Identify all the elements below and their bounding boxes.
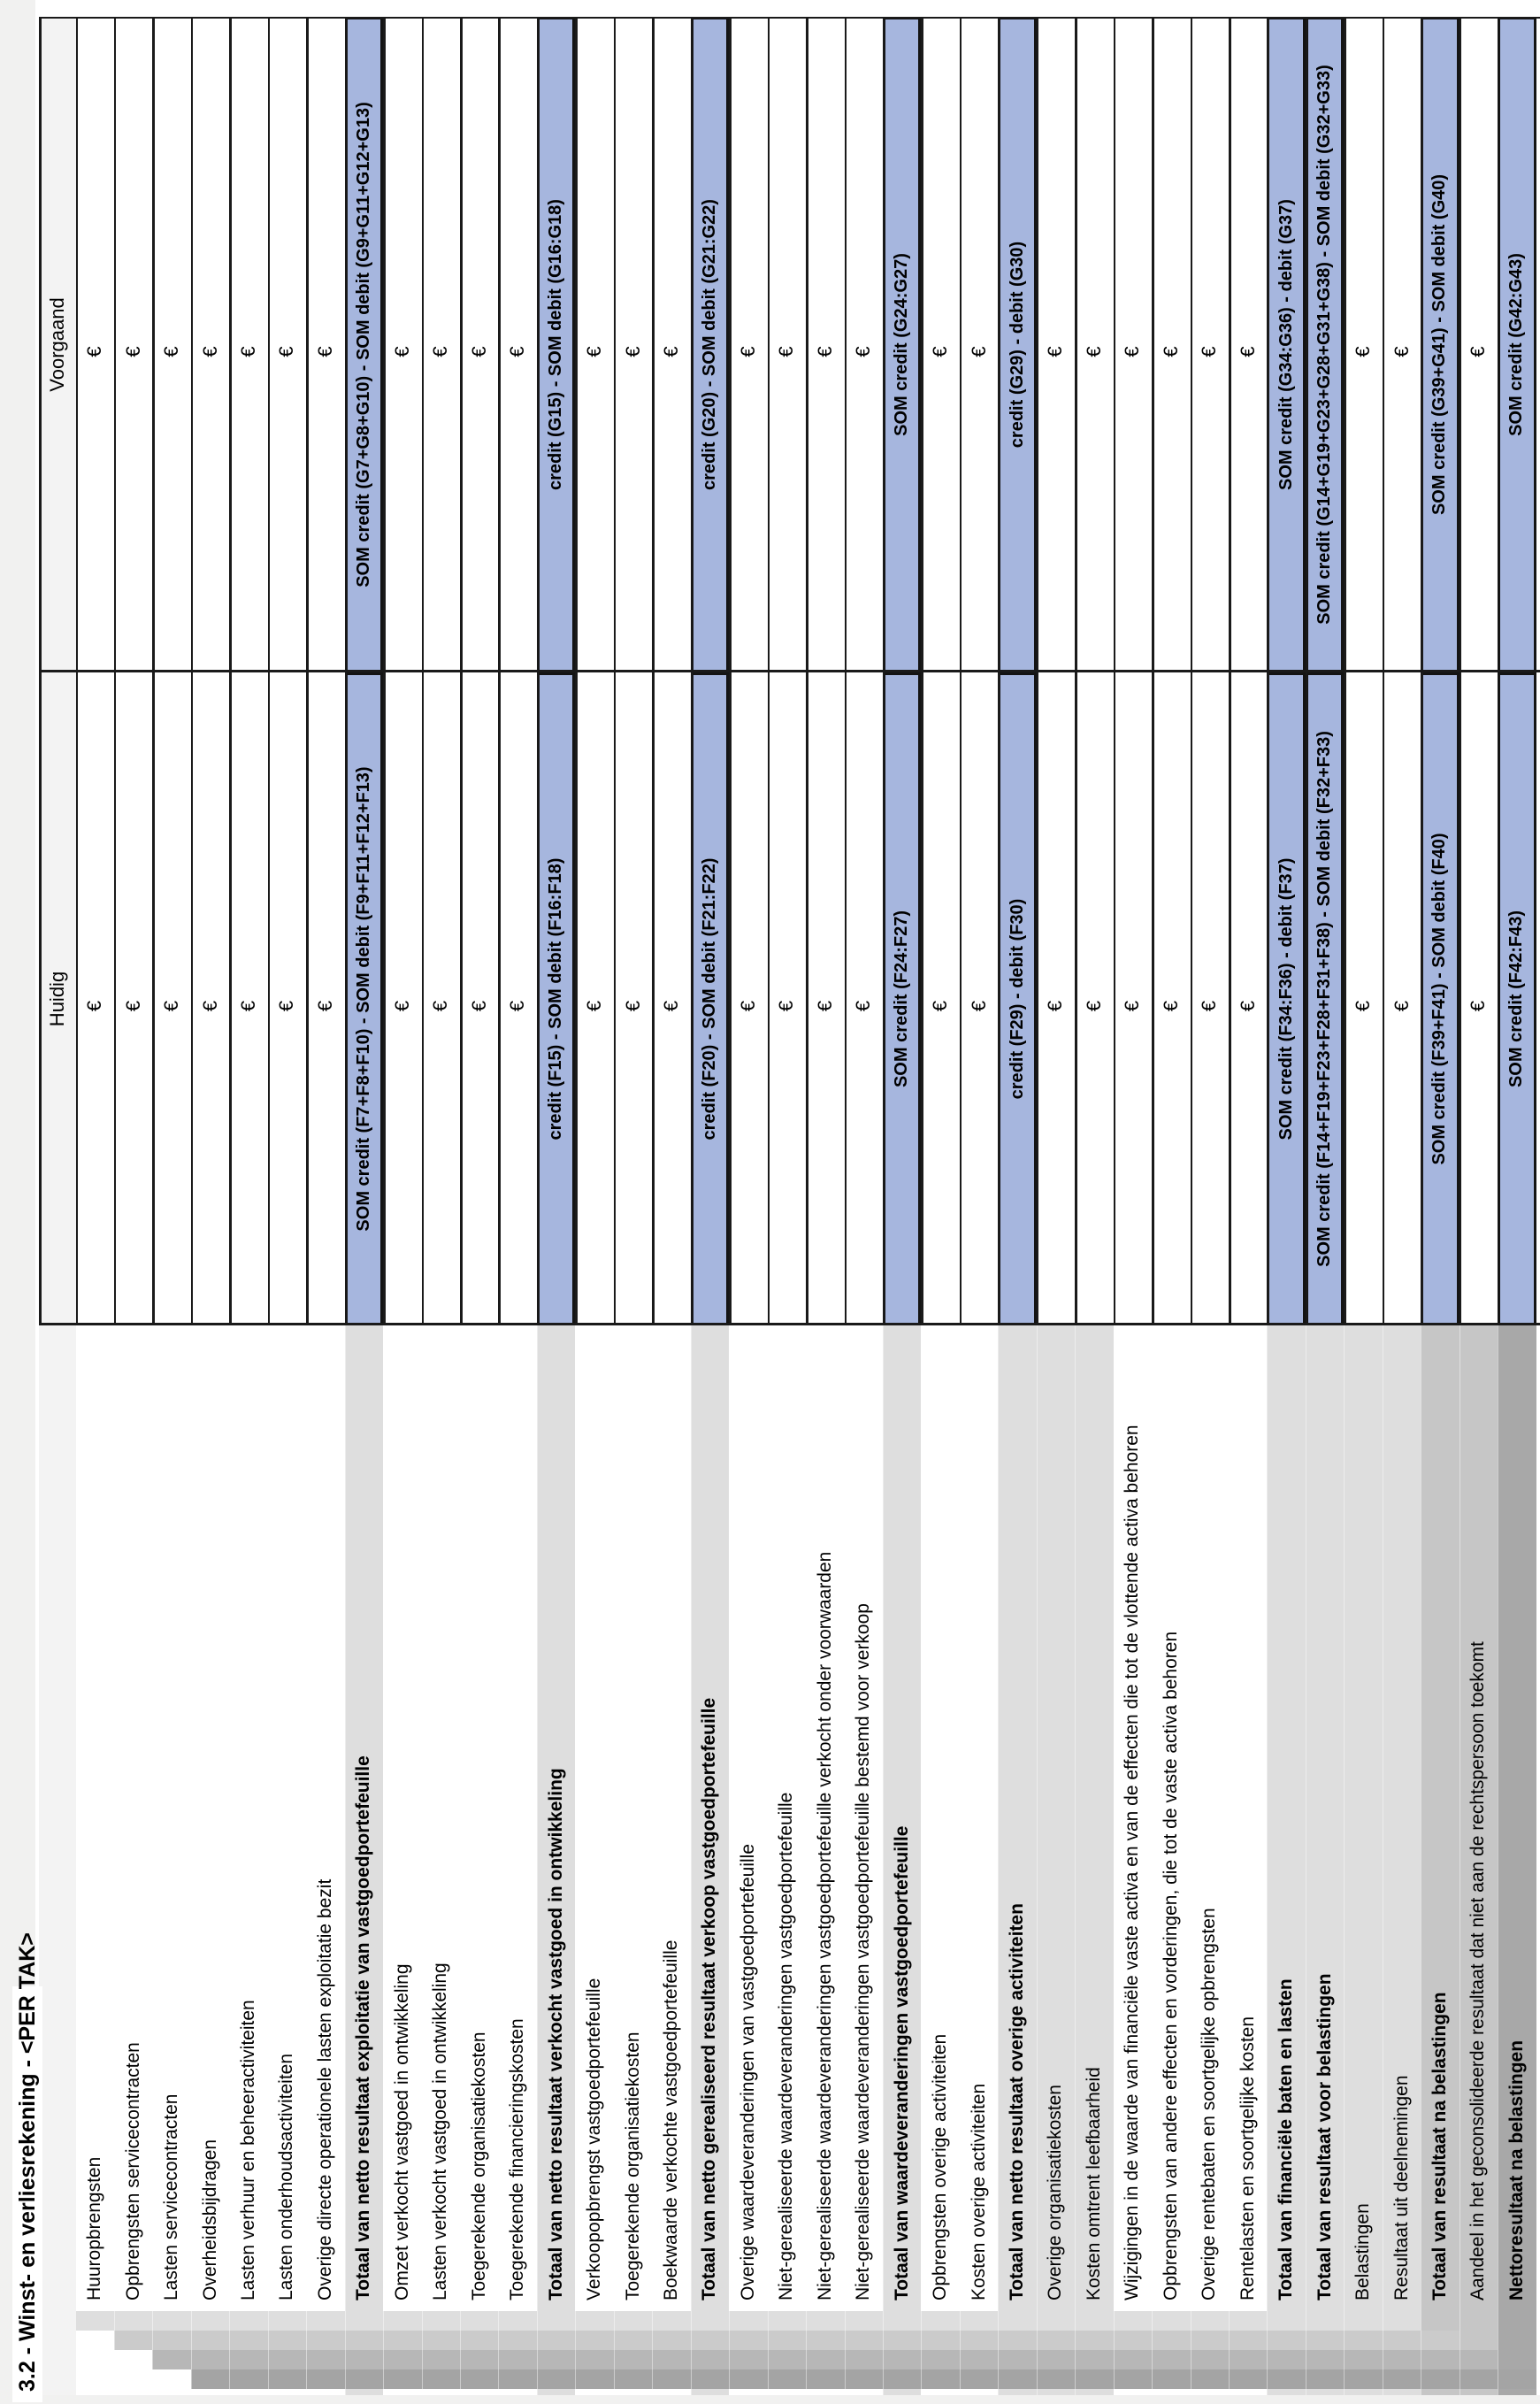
row-boundary-line bbox=[1460, 17, 1462, 1325]
row-boundary-line bbox=[114, 17, 117, 1325]
value-cell-huidig bbox=[1075, 672, 1113, 1325]
row-boundary-line bbox=[1229, 17, 1231, 1325]
row-label: Overige waardeveranderingen van vastgoedportefeuille bbox=[737, 1844, 758, 2300]
currency-symbol: € bbox=[813, 1000, 836, 1012]
row-label: Opbrengsten van andere effecten en vorderingen, die tot de vaste activa behoren bbox=[1160, 1631, 1181, 2300]
value-cell-huidig bbox=[729, 672, 767, 1325]
formula-text: SOM credit (G14+G19+G23+G28+G31+G38) - SOM debit (G32+G33) bbox=[1314, 65, 1335, 625]
currency-symbol: € bbox=[1467, 1000, 1490, 1012]
formula-cell-voorgaand bbox=[345, 17, 383, 672]
value-cell-voorgaand bbox=[306, 17, 344, 672]
currency-symbol: € bbox=[429, 1000, 452, 1012]
currency-symbol: € bbox=[1198, 1000, 1221, 1012]
currency-symbol: € bbox=[1044, 346, 1067, 357]
currency-symbol: € bbox=[390, 1000, 413, 1012]
row-label-cell bbox=[460, 1325, 498, 2311]
row-label: Resultaat uit deelnemingen bbox=[1391, 2075, 1412, 2300]
formula-cell-huidig bbox=[537, 672, 575, 1325]
currency-symbol: € bbox=[1121, 1000, 1144, 1012]
value-cell-huidig bbox=[614, 672, 652, 1325]
row-label-cell bbox=[383, 1325, 421, 2311]
group-gutter-stripe-3 bbox=[152, 2350, 1498, 2369]
border-table-top bbox=[39, 17, 42, 1325]
value-cell-huidig bbox=[1498, 672, 1536, 1325]
row-boundary-line bbox=[1421, 17, 1423, 1325]
currency-symbol: € bbox=[621, 1000, 644, 1012]
currency-symbol: € bbox=[83, 1000, 106, 1012]
formula-cell-huidig bbox=[1306, 672, 1344, 1325]
row-label: Kosten overige activiteiten bbox=[968, 2083, 989, 2300]
value-cell-huidig bbox=[691, 672, 729, 1325]
formula-text: SOM credit (F39+F41) - SOM debit (F40) bbox=[1429, 833, 1450, 1165]
row-label: Huuropbrengsten bbox=[84, 2156, 105, 2300]
row-boundary-line bbox=[460, 17, 463, 1325]
currency-symbol: € bbox=[1236, 346, 1259, 357]
formula-cell-voorgaand bbox=[1498, 17, 1536, 672]
currency-symbol: € bbox=[121, 346, 144, 357]
row-label: Verkoopopbrengst vastgoedportefeuille bbox=[584, 1978, 605, 2300]
currency-symbol: € bbox=[1467, 346, 1490, 357]
row-boundary-line bbox=[845, 17, 847, 1325]
currency-symbol: € bbox=[1082, 1000, 1105, 1012]
formula-text: credit (G20) - SOM debit (G21:G22) bbox=[699, 199, 719, 490]
value-cell-voorgaand bbox=[614, 17, 652, 672]
formula-cell-huidig bbox=[1498, 672, 1536, 1325]
row-label-cell bbox=[422, 1325, 460, 2311]
row-label: Lasten onderhoudsactiviteiten bbox=[276, 2053, 297, 2300]
value-cell-voorgaand bbox=[1267, 17, 1305, 672]
value-cell-huidig bbox=[422, 672, 460, 1325]
formula-cell-huidig bbox=[345, 672, 383, 1325]
row-label-cell bbox=[498, 1325, 536, 2311]
value-cell-huidig bbox=[498, 672, 536, 1325]
row-boundary-line bbox=[614, 17, 617, 1325]
row-label-cell bbox=[575, 1325, 613, 2311]
row-boundary-line bbox=[306, 17, 309, 1325]
formula-text: credit (F29) - debit (F30) bbox=[1007, 898, 1027, 1100]
formula-cell-huidig bbox=[691, 672, 729, 1325]
currency-symbol: € bbox=[1236, 1000, 1259, 1012]
currency-symbol: € bbox=[237, 1000, 260, 1012]
formula-text: credit (G15) - SOM debit (G16:G18) bbox=[546, 199, 566, 490]
formula-cell-voorgaand bbox=[691, 17, 729, 672]
currency-symbol: € bbox=[1352, 1000, 1375, 1012]
value-cell-voorgaand bbox=[1114, 17, 1152, 672]
row-boundary-line bbox=[1075, 17, 1077, 1325]
row-label-cell bbox=[76, 1325, 114, 2311]
formula-cell-voorgaand bbox=[1421, 17, 1459, 672]
row-boundary-line bbox=[1344, 17, 1346, 1325]
value-cell-voorgaand bbox=[1037, 17, 1075, 672]
currency-symbol: € bbox=[1352, 346, 1375, 357]
total-row-label: Totaal van waardeveranderingen vastgoedportefeuille bbox=[891, 1825, 912, 2300]
row-label: Niet-gerealiseerde waardeveranderingen vastgoedportefeuille bbox=[776, 1792, 797, 2300]
value-cell-huidig bbox=[345, 672, 383, 1325]
row-label: Wijzigingen in de waarde van financiële vaste activa en van de effecten die tot de vlottende activa behoren bbox=[1122, 1425, 1143, 2300]
formula-text: SOM credit (G34:G36) - debit (G37) bbox=[1276, 199, 1296, 490]
currency-symbol: € bbox=[313, 1000, 336, 1012]
row-label-cell bbox=[268, 1325, 306, 2311]
currency-symbol: € bbox=[929, 1000, 952, 1012]
currency-symbol: € bbox=[275, 346, 298, 357]
currency-symbol: € bbox=[659, 346, 682, 357]
value-cell-voorgaand bbox=[1460, 17, 1498, 672]
document-title-box bbox=[12, 1932, 42, 2402]
row-boundary-line bbox=[498, 17, 501, 1325]
document-title: 3.2 - Winst- en verliesrekening - <PER TAK> bbox=[14, 1932, 40, 2392]
value-cell-huidig bbox=[768, 672, 806, 1325]
row-boundary-line bbox=[1114, 17, 1116, 1325]
row-label-cell bbox=[845, 1325, 883, 2311]
row-label-cell bbox=[1344, 1325, 1382, 2311]
row-label-cell bbox=[652, 1325, 690, 2311]
group-gutter-stripe-4 bbox=[191, 2369, 1536, 2389]
row-label-cell bbox=[537, 1325, 575, 2311]
currency-symbol: € bbox=[390, 346, 413, 357]
formula-text: SOM credit (G42:G43) bbox=[1506, 253, 1527, 436]
currency-symbol: € bbox=[929, 346, 952, 357]
currency-symbol: € bbox=[1198, 346, 1221, 357]
row-label-cell bbox=[691, 1325, 729, 2311]
value-cell-voorgaand bbox=[883, 17, 921, 672]
formula-text: SOM credit (F34:F36) - debit (F37) bbox=[1276, 857, 1296, 1141]
value-cell-voorgaand bbox=[345, 17, 383, 672]
row-boundary-line bbox=[575, 17, 578, 1325]
value-cell-huidig bbox=[306, 672, 344, 1325]
group-gutter-stripe-2 bbox=[114, 2331, 1460, 2350]
row-label: Overheidsbijdragen bbox=[199, 2139, 220, 2300]
value-cell-huidig bbox=[537, 672, 575, 1325]
row-label-cell bbox=[1421, 1325, 1459, 2311]
row-boundary-line bbox=[883, 17, 885, 1325]
total-row-label: Nettoresultaat na belastingen bbox=[1506, 2039, 1527, 2300]
formula-cell-huidig bbox=[998, 672, 1036, 1325]
value-cell-huidig bbox=[1460, 672, 1498, 1325]
row-boundary-line bbox=[652, 17, 655, 1325]
row-label: Boekwaarde verkochte vastgoedportefeuille bbox=[660, 1939, 681, 2300]
row-label-cell bbox=[1037, 1325, 1075, 2311]
total-row-label: Totaal van resultaat na belastingen bbox=[1429, 1992, 1450, 2300]
value-cell-huidig bbox=[1344, 672, 1382, 1325]
value-cell-huidig bbox=[1152, 672, 1190, 1325]
row-label-cell bbox=[1306, 1325, 1344, 2311]
currency-symbol: € bbox=[1390, 1000, 1413, 1012]
value-cell-voorgaand bbox=[1191, 17, 1229, 672]
row-boundary-line bbox=[691, 17, 693, 1325]
header-bottom-line bbox=[76, 17, 79, 1325]
value-cell-huidig bbox=[575, 672, 613, 1325]
value-cell-voorgaand bbox=[845, 17, 883, 672]
row-boundary-line bbox=[1306, 17, 1308, 1325]
row-boundary-line bbox=[345, 17, 348, 1325]
value-cell-huidig bbox=[152, 672, 190, 1325]
row-label: Niet-gerealiseerde waardeveranderingen vastgoedportefeuille bestemd voor verkoop bbox=[853, 1603, 874, 2300]
currency-symbol: € bbox=[659, 1000, 682, 1012]
row-label: Toegerekende organisatiekosten bbox=[468, 2031, 489, 2300]
row-label-cell bbox=[114, 1325, 152, 2311]
currency-symbol: € bbox=[121, 1000, 144, 1012]
row-label: Belastingen bbox=[1352, 2203, 1374, 2300]
row-label-cell bbox=[998, 1325, 1036, 2311]
value-cell-voorgaand bbox=[383, 17, 421, 672]
value-cell-huidig bbox=[883, 672, 921, 1325]
formula-cell-voorgaand bbox=[1306, 17, 1344, 672]
currency-symbol: € bbox=[775, 1000, 798, 1012]
value-cell-huidig bbox=[845, 672, 883, 1325]
value-cell-huidig bbox=[1037, 672, 1075, 1325]
currency-symbol: € bbox=[467, 346, 490, 357]
value-cell-voorgaand bbox=[460, 17, 498, 672]
formula-text: SOM credit (G7+G8+G10) - SOM debit (G9+G11+G12+G13) bbox=[353, 102, 373, 588]
currency-symbol: € bbox=[1390, 346, 1413, 357]
value-cell-voorgaand bbox=[960, 17, 998, 672]
currency-symbol: € bbox=[160, 346, 183, 357]
currency-symbol: € bbox=[583, 1000, 606, 1012]
formula-text: SOM credit (F42:F43) bbox=[1506, 910, 1527, 1088]
currency-symbol: € bbox=[83, 346, 106, 357]
row-label: Toegerekende financieringskosten bbox=[507, 2018, 528, 2300]
currency-symbol: € bbox=[736, 346, 759, 357]
value-cell-voorgaand bbox=[1306, 17, 1344, 672]
row-label-cell bbox=[960, 1325, 998, 2311]
value-cell-voorgaand bbox=[691, 17, 729, 672]
row-label-cell bbox=[345, 1325, 383, 2311]
currency-symbol: € bbox=[621, 346, 644, 357]
value-cell-voorgaand bbox=[768, 17, 806, 672]
row-boundary-line bbox=[1383, 17, 1385, 1325]
row-boundary-line bbox=[806, 17, 808, 1325]
value-cell-voorgaand bbox=[152, 17, 190, 672]
formula-cell-voorgaand bbox=[998, 17, 1036, 672]
value-cell-voorgaand bbox=[76, 17, 114, 672]
value-cell-huidig bbox=[268, 672, 306, 1325]
row-label-cell bbox=[152, 1325, 190, 2311]
row-label: Omzet verkocht vastgoed in ontwikkeling bbox=[391, 1963, 412, 2300]
formula-cell-huidig bbox=[1267, 672, 1305, 1325]
formula-text: SOM credit (G24:G27) bbox=[892, 253, 912, 436]
value-cell-huidig bbox=[921, 672, 959, 1325]
row-boundary-line bbox=[229, 17, 232, 1325]
currency-symbol: € bbox=[506, 346, 529, 357]
total-row-label: Totaal van netto gerealiseerd resultaat verkoop vastgoedportefeuille bbox=[699, 1697, 720, 2300]
value-cell-voorgaand bbox=[806, 17, 844, 672]
row-label-cell bbox=[1114, 1325, 1152, 2311]
border-table-right bbox=[39, 17, 1540, 19]
value-cell-huidig bbox=[1267, 672, 1305, 1325]
value-cell-huidig bbox=[1306, 672, 1344, 1325]
formula-cell-voorgaand bbox=[537, 17, 575, 672]
value-cell-voorgaand bbox=[921, 17, 959, 672]
currency-symbol: € bbox=[1121, 346, 1144, 357]
currency-symbol: € bbox=[237, 346, 260, 357]
value-cell-voorgaand bbox=[1344, 17, 1382, 672]
row-label: Opbrengsten servicecontracten bbox=[122, 2042, 143, 2300]
formula-text: credit (F20) - SOM debit (F21:F22) bbox=[699, 857, 719, 1141]
total-row-label: Totaal van netto resultaat verkocht vastgoed in ontwikkeling bbox=[545, 1768, 566, 2300]
row-boundary-line bbox=[960, 17, 962, 1325]
row-label-cell bbox=[921, 1325, 959, 2311]
column-header-huidig: Huidig bbox=[45, 971, 68, 1027]
total-row-label: Totaal van resultaat voor belastingen bbox=[1314, 1973, 1335, 2300]
currency-symbol: € bbox=[852, 346, 875, 357]
row-label: Lasten verkocht vastgoed in ontwikkeling bbox=[430, 1962, 451, 2300]
row-label-cell bbox=[1267, 1325, 1305, 2311]
value-cell-voorgaand bbox=[1498, 17, 1536, 672]
row-label: Overige organisatiekosten bbox=[1045, 2085, 1066, 2300]
row-boundary-line bbox=[383, 17, 386, 1325]
formula-text: SOM credit (F14+F19+F23+F28+F31+F38) - SOM debit (F32+F33) bbox=[1314, 731, 1335, 1267]
row-label-cell bbox=[806, 1325, 844, 2311]
value-cell-huidig bbox=[1191, 672, 1229, 1325]
formula-cell-huidig bbox=[883, 672, 921, 1325]
currency-symbol: € bbox=[467, 1000, 490, 1012]
row-boundary-line bbox=[1152, 17, 1154, 1325]
currency-symbol: € bbox=[967, 346, 990, 357]
formula-text: SOM credit (F24:F27) bbox=[892, 910, 912, 1088]
border-huidig-voorgaand bbox=[39, 671, 1540, 673]
currency-symbol: € bbox=[313, 346, 336, 357]
value-cell-voorgaand bbox=[537, 17, 575, 672]
value-cell-huidig bbox=[1383, 672, 1421, 1325]
currency-symbol: € bbox=[1044, 1000, 1067, 1012]
currency-symbol: € bbox=[775, 346, 798, 357]
row-label: Overige rentebaten en soortgelijke opbrengsten bbox=[1199, 1908, 1220, 2300]
row-boundary-line bbox=[1191, 17, 1193, 1325]
row-label: Rentelasten en soortgelijke kosten bbox=[1237, 2016, 1258, 2300]
row-boundary-line bbox=[152, 17, 155, 1325]
row-label: Opbrengsten overige activiteiten bbox=[930, 2033, 951, 2300]
value-cell-voorgaand bbox=[191, 17, 229, 672]
row-boundary-line bbox=[1037, 17, 1039, 1325]
value-cell-voorgaand bbox=[498, 17, 536, 672]
formula-cell-voorgaand bbox=[883, 17, 921, 672]
currency-symbol: € bbox=[736, 1000, 759, 1012]
row-label-cell bbox=[614, 1325, 652, 2311]
row-label-cell bbox=[1075, 1325, 1113, 2311]
value-cell-huidig bbox=[229, 672, 267, 1325]
formula-cell-huidig bbox=[1421, 672, 1459, 1325]
row-boundary-line bbox=[422, 17, 425, 1325]
currency-symbol: € bbox=[275, 1000, 298, 1012]
row-label-cell bbox=[1383, 1325, 1421, 2311]
formula-text: credit (G29) - debit (G30) bbox=[1007, 241, 1027, 449]
value-cell-voorgaand bbox=[422, 17, 460, 672]
row-label-cell bbox=[768, 1325, 806, 2311]
row-label-cell bbox=[1460, 1325, 1498, 2311]
value-cell-voorgaand bbox=[1383, 17, 1421, 672]
row-boundary-line bbox=[191, 17, 194, 1325]
currency-symbol: € bbox=[583, 346, 606, 357]
value-cell-huidig bbox=[998, 672, 1036, 1325]
row-boundary-line bbox=[998, 17, 1000, 1325]
value-cell-huidig bbox=[460, 672, 498, 1325]
formula-text: SOM credit (F7+F8+F10) - SOM debit (F9+F11+F12+F13) bbox=[353, 766, 373, 1232]
row-label-cell bbox=[1498, 1325, 1536, 2311]
currency-symbol: € bbox=[1159, 346, 1182, 357]
row-label-cell bbox=[883, 1325, 921, 2311]
total-row-label: Totaal van netto resultaat overige activiteiten bbox=[1007, 1903, 1028, 2300]
row-label-cell bbox=[729, 1325, 767, 2311]
row-label: Toegerekende organisatiekosten bbox=[622, 2031, 643, 2300]
value-cell-huidig bbox=[652, 672, 690, 1325]
row-label-cell bbox=[1191, 1325, 1229, 2311]
value-cell-voorgaand bbox=[1421, 17, 1459, 672]
row-boundary-line bbox=[1267, 17, 1269, 1325]
formula-cell-voorgaand bbox=[1267, 17, 1305, 672]
row-boundary-line bbox=[921, 17, 923, 1325]
row-label-cell bbox=[191, 1325, 229, 2311]
value-cell-huidig bbox=[191, 672, 229, 1325]
column-header-voorgaand: Voorgaand bbox=[45, 297, 68, 392]
row-label: Aandeel in het geconsolideerde resultaat dat niet aan de rechtspersoon toekomt bbox=[1467, 1641, 1489, 2300]
total-row-label: Totaal van financiële baten en lasten bbox=[1276, 1978, 1297, 2300]
row-label-cell bbox=[1152, 1325, 1190, 2311]
currency-symbol: € bbox=[198, 346, 221, 357]
currency-symbol: € bbox=[967, 1000, 990, 1012]
group-gutter-stripe-1 bbox=[76, 2311, 1421, 2331]
value-cell-voorgaand bbox=[729, 17, 767, 672]
row-label-cell bbox=[306, 1325, 344, 2311]
value-cell-huidig bbox=[114, 672, 152, 1325]
value-cell-huidig bbox=[383, 672, 421, 1325]
row-label: Lasten verhuur en beheeractiviteiten bbox=[238, 2000, 259, 2300]
row-label-cell bbox=[1229, 1325, 1267, 2311]
total-row-label: Totaal van netto resultaat exploitatie van vastgoedportefeuille bbox=[353, 1755, 374, 2300]
currency-symbol: € bbox=[506, 1000, 529, 1012]
value-cell-voorgaand bbox=[575, 17, 613, 672]
value-cell-voorgaand bbox=[114, 17, 152, 672]
value-cell-huidig bbox=[960, 672, 998, 1325]
value-cell-voorgaand bbox=[1075, 17, 1113, 672]
currency-symbol: € bbox=[1082, 346, 1105, 357]
value-cell-huidig bbox=[806, 672, 844, 1325]
row-boundary-line bbox=[768, 17, 770, 1325]
border-labels-values bbox=[39, 1324, 1540, 1326]
currency-symbol: € bbox=[852, 1000, 875, 1012]
value-cell-voorgaand bbox=[229, 17, 267, 672]
value-cell-voorgaand bbox=[1152, 17, 1190, 672]
value-cell-voorgaand bbox=[1229, 17, 1267, 672]
row-label: Overige directe operationele lasten exploitatie bezit bbox=[314, 1878, 335, 2300]
value-cell-huidig bbox=[1114, 672, 1152, 1325]
currency-symbol: € bbox=[813, 346, 836, 357]
value-cell-huidig bbox=[1229, 672, 1267, 1325]
value-cell-huidig bbox=[1421, 672, 1459, 1325]
value-cell-voorgaand bbox=[998, 17, 1036, 672]
currency-symbol: € bbox=[429, 346, 452, 357]
row-boundary-line bbox=[268, 17, 271, 1325]
value-cell-voorgaand bbox=[268, 17, 306, 672]
row-label: Niet-gerealiseerde waardeveranderingen vastgoedportefeuille verkocht onder voorwaarden bbox=[814, 1551, 835, 2300]
currency-symbol: € bbox=[160, 1000, 183, 1012]
row-boundary-line bbox=[729, 17, 732, 1325]
row-label: Lasten servicecontracten bbox=[161, 2093, 182, 2300]
currency-symbol: € bbox=[1159, 1000, 1182, 1012]
value-cell-huidig bbox=[76, 672, 114, 1325]
value-cell-voorgaand bbox=[652, 17, 690, 672]
row-boundary-line bbox=[537, 17, 540, 1325]
row-label-cell bbox=[229, 1325, 267, 2311]
formula-text: SOM credit (G39+G41) - SOM debit (G40) bbox=[1429, 173, 1450, 516]
currency-symbol: € bbox=[198, 1000, 221, 1012]
formula-text: credit (F15) - SOM debit (F16:F18) bbox=[546, 857, 566, 1141]
row-label: Kosten omtrent leefbaarheid bbox=[1083, 2067, 1104, 2300]
